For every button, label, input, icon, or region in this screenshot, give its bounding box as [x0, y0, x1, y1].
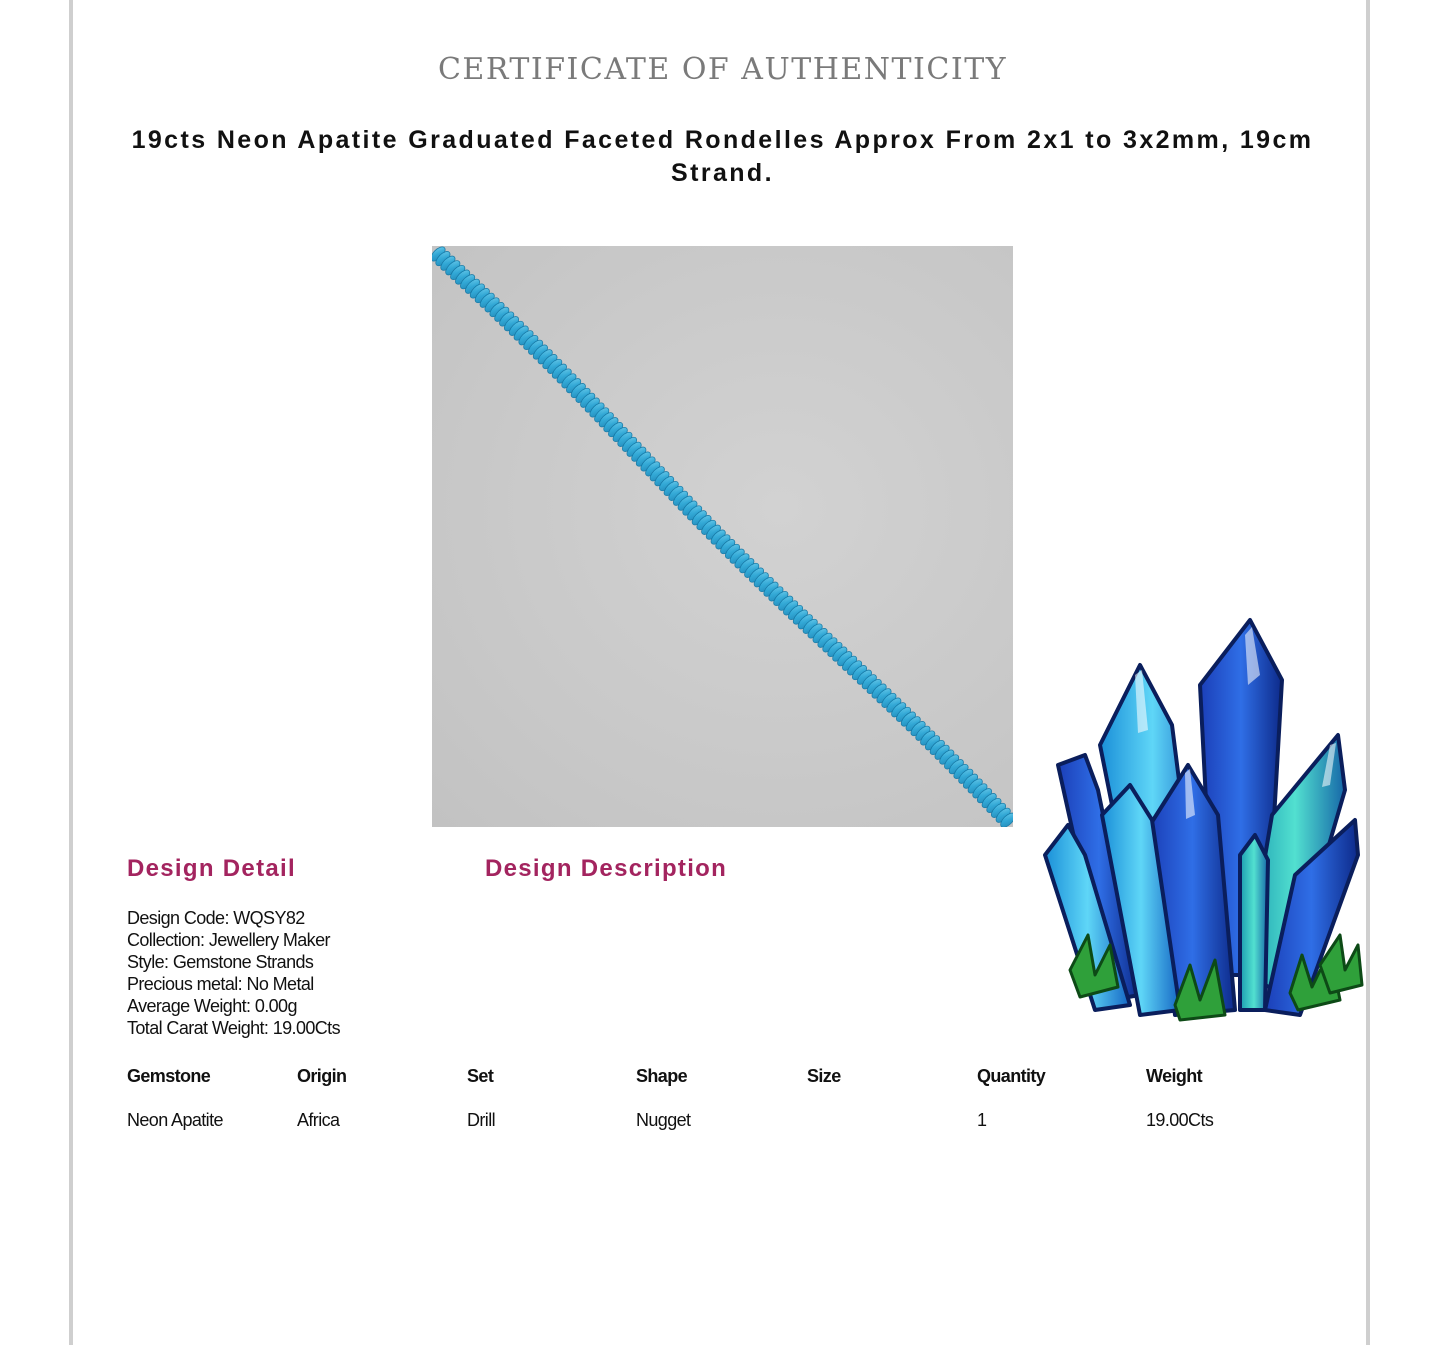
table-header-row	[127, 1066, 1297, 1110]
page-border-left	[69, 0, 73, 1345]
table-cell: 19.00Cts	[1146, 1110, 1214, 1130]
precious-metal: Precious metal: No Metal	[127, 974, 314, 994]
style: Style: Gemstone Strands	[127, 952, 314, 972]
column-header: Shape	[636, 1066, 688, 1086]
design-detail-heading: Design Detail	[127, 855, 296, 882]
certificate-title: CERTIFICATE OF AUTHENTICITY	[437, 52, 1008, 87]
blue-crystal-cluster-icon	[1040, 615, 1365, 1040]
product-title: 19cts Neon Apatite Graduated Faceted Rondelles Approx From 2x1 to 3x2mm, 19cm Strand.	[131, 126, 1314, 187]
column-header: Set	[467, 1066, 494, 1086]
column-header: Gemstone	[127, 1066, 211, 1086]
gemstone-table	[127, 1066, 1297, 1154]
table-cell: 1	[977, 1110, 987, 1130]
design-detail-list	[127, 907, 340, 1039]
collection: Collection: Jewellery Maker	[127, 930, 330, 950]
table-cell: Nugget	[636, 1110, 691, 1130]
column-header: Quantity	[977, 1066, 1046, 1086]
total-carat-weight: Total Carat Weight: 19.00Cts	[127, 1018, 340, 1038]
table-row	[127, 1110, 1297, 1154]
column-header: Origin	[297, 1066, 347, 1086]
design-description-heading: Design Description	[485, 855, 728, 882]
table-cell: Neon Apatite	[127, 1110, 223, 1130]
bead-strand-image	[432, 246, 1013, 827]
average-weight: Average Weight: 0.00g	[127, 996, 297, 1016]
page-border-right	[1366, 0, 1370, 1345]
column-header: Size	[807, 1066, 841, 1086]
table-cell: Africa	[297, 1110, 340, 1130]
table-cell: Drill	[467, 1110, 495, 1130]
product-photo	[432, 246, 1013, 827]
design-code: Design Code: WQSY82	[127, 908, 305, 928]
column-header: Weight	[1146, 1066, 1203, 1086]
